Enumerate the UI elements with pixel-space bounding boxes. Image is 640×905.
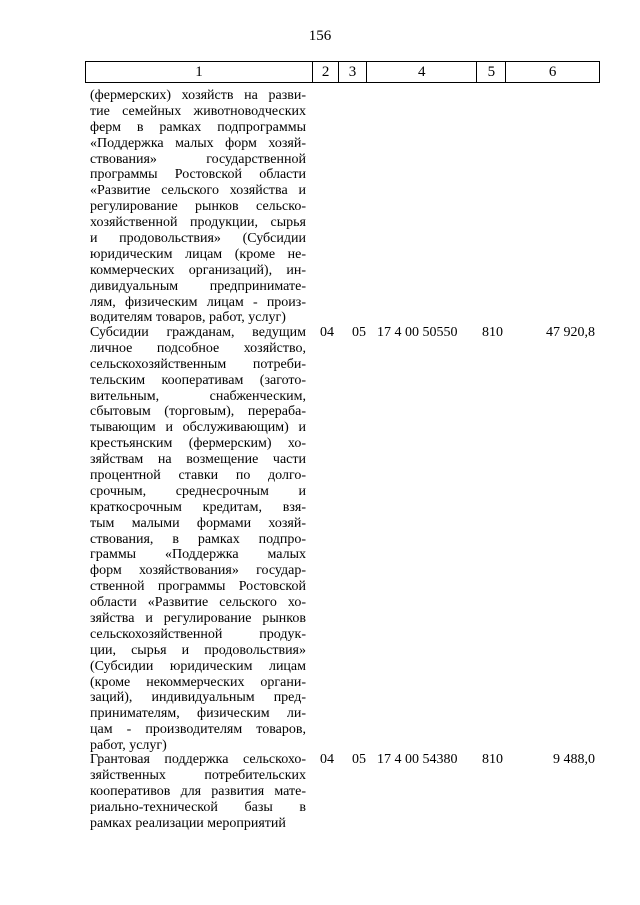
header-col-6: 6	[548, 63, 557, 80]
description-line: водителям товаров, работ, услуг)	[90, 310, 286, 326]
description-line: процентной ставки по долго-	[90, 468, 306, 484]
cell-target-code: 17 4 00 54380	[377, 752, 458, 767]
description-line: зяйственных потребительских	[90, 767, 306, 783]
description-line: вительным, снабженческим,	[90, 388, 306, 404]
header-col-3: 3	[339, 62, 367, 82]
header-col-4: 4	[367, 62, 478, 82]
description-line: тывающим и обслуживающим) и	[90, 420, 306, 436]
description-line: личное подсобное хозяйство,	[90, 340, 306, 356]
cell-expense-type: 810	[482, 325, 503, 340]
description-line: краткосрочным кредитам, взя-	[90, 499, 306, 515]
description-line: хозяйственной продукции, сырья	[90, 215, 306, 231]
description-line: ствования» государственной	[90, 151, 306, 167]
description-line: зяйствам на возмещение части	[90, 452, 306, 468]
description-line: ственной программы Ростовской	[90, 579, 306, 595]
description-line: регулирование рынков сельско-	[90, 199, 306, 215]
description-line: срочным, среднесрочным и	[90, 483, 306, 499]
description-line: крестьянским (фермерским) хо-	[90, 436, 306, 452]
row-description	[90, 325, 306, 754]
description-line: Грантовая поддержка сельскохо-	[90, 752, 306, 767]
description-line: сбытовым (торговым), перераба-	[90, 404, 306, 420]
description-line: и продовольствия» (Субсидии	[90, 231, 306, 247]
description-line: тельским кооперативам (загото-	[90, 372, 306, 388]
row-description	[90, 752, 306, 831]
description-line: ции, сырья и продовольствия»	[90, 642, 306, 658]
description-line: зяйства и регулирование рынков	[90, 611, 306, 627]
description-line: заций), индивидуальным пред-	[90, 690, 306, 706]
description-line: принимателям, физическим ли-	[90, 706, 306, 722]
description-line: рамках реализации мероприятий	[90, 815, 286, 831]
cell-subsection: 05	[352, 752, 366, 767]
description-line: «Поддержка малых форм хозяй-	[90, 135, 306, 151]
description-line: программы Ростовской области	[90, 167, 306, 183]
cell-target-code: 17 4 00 50550	[377, 325, 458, 340]
description-line: Субсидии гражданам, ведущим	[90, 325, 306, 340]
description-line: (фермерских) хозяйств на разви-	[90, 88, 306, 103]
description-line: (Субсидии юридическим лицам	[90, 658, 306, 674]
description-line: ствования, в рамках подпро-	[90, 531, 306, 547]
header-col-5: 5	[477, 62, 506, 82]
description-line: кооперативов для развития мате-	[90, 783, 306, 799]
table-header-row	[85, 61, 600, 83]
page-number: 156	[308, 28, 332, 44]
cell-section: 04	[320, 325, 334, 340]
cell-section: 04	[320, 752, 334, 767]
description-line: сельскохозяйственным потреби-	[90, 356, 306, 372]
header-col-2: 2	[313, 62, 339, 82]
description-line: (кроме некоммерческих органи-	[90, 674, 306, 690]
description-line: сельскохозяйственной продук-	[90, 626, 306, 642]
row-description	[90, 88, 306, 326]
description-line: коммерческих организаций), ин-	[90, 262, 306, 278]
description-line: форм хозяйствования» государ-	[90, 563, 306, 579]
description-line: цам - производителям товаров,	[90, 722, 306, 738]
description-line: работ, услуг)	[90, 738, 167, 754]
description-line: «Развитие сельского хозяйства и	[90, 183, 306, 199]
cell-subsection: 05	[352, 325, 366, 340]
description-line: дивидуальным предпринимате-	[90, 278, 306, 294]
description-line: ферм в рамках подпрограммы	[90, 119, 306, 135]
description-line: тым малыми формами хозяй-	[90, 515, 306, 531]
description-line: области «Развитие сельского хо-	[90, 595, 306, 611]
cell-amount: 47 920,8	[546, 325, 595, 340]
description-line: риально-технической базы в	[90, 799, 306, 815]
description-line: юридическим лицам (кроме не-	[90, 246, 306, 262]
description-line: граммы «Поддержка малых	[90, 547, 306, 563]
cell-amount: 9 488,0	[553, 752, 595, 767]
header-col-1: 1	[86, 62, 313, 82]
description-line: лям, физическим лицам - произ-	[90, 294, 306, 310]
cell-expense-type: 810	[482, 752, 503, 767]
description-line: тие семейных животноводческих	[90, 103, 306, 119]
